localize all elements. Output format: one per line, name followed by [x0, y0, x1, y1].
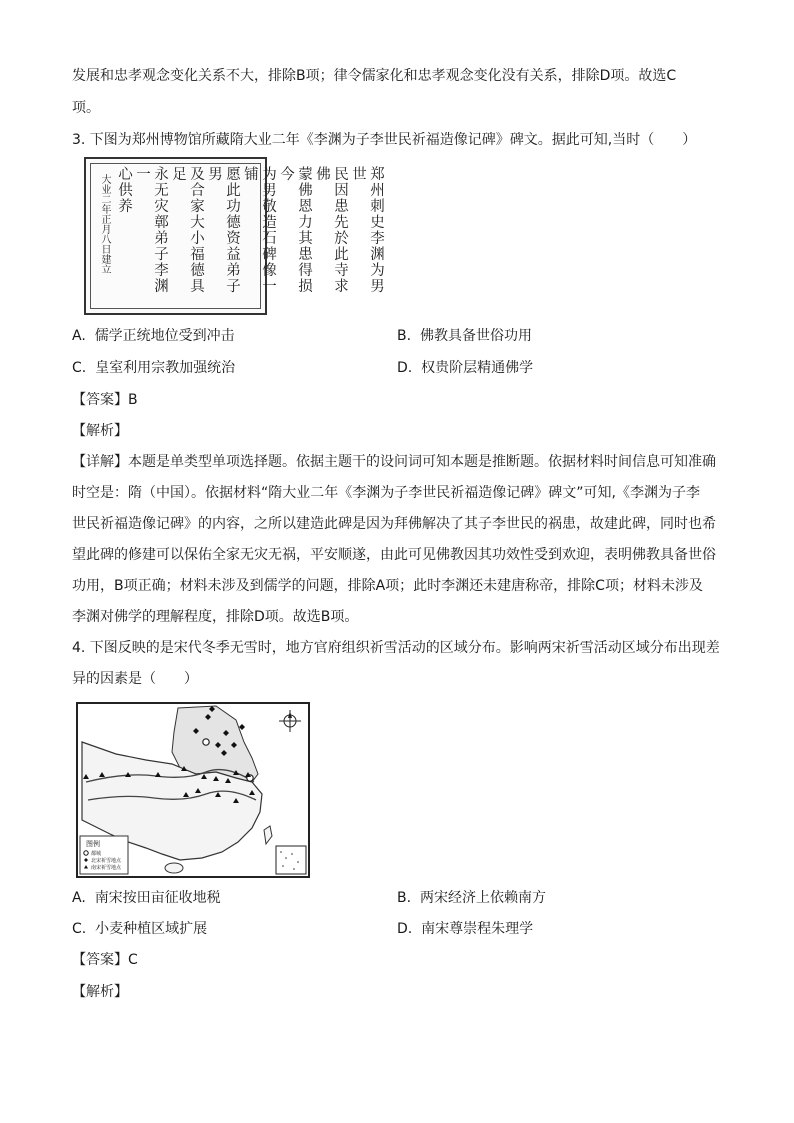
- option-text: 皇室利用宗教加强统治: [95, 360, 236, 376]
- option-text: 两宋经济上依赖南方: [419, 890, 546, 906]
- stele-column: 为男敬造石碑像一铺: [242, 166, 276, 294]
- q4-option-d[interactable]: [397, 919, 533, 939]
- q3-option-d[interactable]: [397, 358, 533, 378]
- stele-column: 心供养: [116, 166, 132, 214]
- q4-option-b[interactable]: [397, 888, 546, 908]
- q3-detail-line: 李渊对佛学的理解程度，排除D项。故选B项。: [72, 609, 359, 625]
- stele-inscription-image: [84, 157, 384, 315]
- q4-option-a[interactable]: [72, 888, 221, 908]
- option-label: D.: [397, 921, 413, 937]
- intro-line: 项。: [72, 100, 100, 116]
- stele-date: 大业二年正月八日建立: [99, 174, 110, 274]
- legend-capital-symbol: [84, 851, 88, 855]
- q4-option-c[interactable]: [72, 919, 207, 939]
- stele-column: 郑州刺史李渊为男世: [350, 166, 384, 294]
- answer-tag: 【答案】: [72, 952, 128, 968]
- song-dynasty-snow-prayer-map: [76, 702, 310, 878]
- option-label: C.: [72, 360, 87, 376]
- answer-tag: 【答案】: [72, 392, 128, 408]
- stele-column: 永无灾鄣弟子李渊一: [134, 166, 168, 294]
- q3-option-b[interactable]: [397, 326, 532, 346]
- q3-stem: 3. 下图为郑州博物馆所藏隋大业二年《李渊为子李世民祈福造像记碑》碑文。据此可知,当时（ ）: [72, 132, 697, 148]
- option-text: 南宋尊崇程朱理学: [421, 921, 534, 937]
- legend-title: 图例: [86, 840, 100, 848]
- capital-kaifeng: [203, 739, 209, 745]
- option-text: 权贵阶层精通佛学: [421, 360, 534, 376]
- q3-option-c[interactable]: [72, 358, 235, 378]
- q3-option-a[interactable]: [72, 326, 235, 346]
- option-text: 佛教具备世俗功用: [419, 328, 532, 344]
- q3-detail-line: 【详解】本题是单类型单项选择题。依据主题干的设问词可知本题是推断题。依据材料时间信息可知准确: [72, 454, 716, 470]
- q4-analysis-tag: 【解析】: [72, 984, 128, 1000]
- option-text: 儒学正统地位受到冲击: [94, 328, 235, 344]
- option-label: A.: [72, 328, 86, 344]
- q3-detail-line: 望此碑的修建可以保佑全家无灾无祸，平安顺遂，由此可见佛教因其功效性受到欢迎，表明佛教具备世俗: [72, 547, 716, 563]
- q4-stem-line: 异的因素是（ ）: [72, 671, 198, 687]
- inset-map: [276, 846, 306, 874]
- option-label: B.: [397, 890, 412, 906]
- answer-value: B: [128, 392, 138, 408]
- stele-column: 民因患先於此寺求佛: [314, 166, 348, 294]
- option-text: 小麦种植区域扩展: [95, 921, 208, 937]
- stele-column: 愿此功德资益弟子男: [206, 166, 240, 294]
- legend-item: 南宋祈雪地点: [91, 865, 122, 871]
- option-label: C.: [72, 921, 87, 937]
- q3-answer: [72, 390, 138, 410]
- option-text: 南宋按田亩征收地税: [94, 890, 221, 906]
- legend-item: 都城: [91, 851, 102, 857]
- intro-line: 发展和忠孝观念变化关系不大，排除B项；律令儒家化和忠孝观念变化没有关系，排除D项。故选C: [72, 68, 677, 84]
- hainan-island: [165, 863, 183, 873]
- legend-item: 北宋祈雪地点: [91, 858, 122, 864]
- option-label: D.: [397, 360, 413, 376]
- option-label: A.: [72, 890, 86, 906]
- stele-column: 及合家大小福德具足: [170, 166, 204, 294]
- q3-detail-line: 时空是：隋（中国）。依据材料“隋大业二年《李渊为子李世民祈福造像记碑》碑文”可知,《李渊为子李: [72, 485, 700, 501]
- q3-detail-line: 世民祈福造像记碑》的内容，之所以建造此碑是因为拜佛解决了其子李世民的祸患，故建此碑，同时也希: [72, 516, 716, 532]
- q4-answer: [72, 950, 138, 970]
- answer-value: C: [128, 952, 138, 968]
- q3-analysis-tag: 【解析】: [72, 423, 128, 439]
- q4-stem-line: 4. 下图反映的是宋代冬季无雪时，地方官府组织祈雪活动的区域分布。影响两宋祈雪活动区域分布出现差: [72, 640, 720, 656]
- q3-detail-line: 功用，B项正确；材料未涉及到儒学的问题，排除A项；此时李渊还未建唐称帝，排除C项；材料未涉及: [72, 578, 703, 594]
- stele-column: 蒙佛恩力其患得损今: [278, 166, 312, 294]
- option-label: B.: [397, 328, 412, 344]
